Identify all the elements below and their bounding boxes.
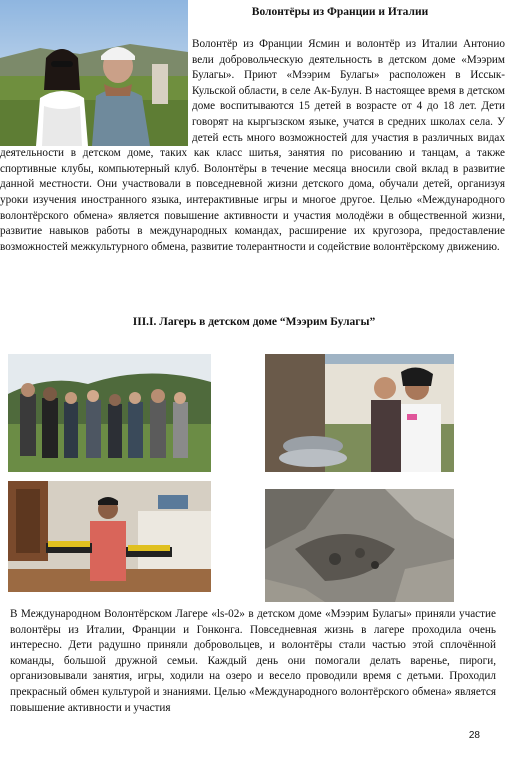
section-heading: III.I. Лагерь в детском доме “Мээрим Булагы” <box>132 316 376 328</box>
article-paragraph <box>0 37 505 299</box>
photo-wrap-spacer <box>0 37 192 146</box>
kitchen-volunteers-photo <box>265 354 454 472</box>
article-paragraph-text: Волонтёр из Франции Ясмин и волонтёр из Италии Антонио вели добровольческую деятельность в детском доме «Мээрим Булагы». Приют «Мээрим Булагы» расположен в Иссык-Кульской области, в селе Ак-Булун. В настоящее время в детском доме воспитываются 15 детей в возрасте от 4 до 18 лет. Дети говорят на кыргызском языке, учатся в средних школах села. У детей есть много возможностей для участия в различных видах деятельности в детском доме, таких как класс шитья, занятия по рисованию и танцам, а также спортивные клубы, компьютерный клуб. Волонтёры в течение месяца вносили свой вклад в развитие данной местности. Они участвовали в повседневной жизни детского дома, обучали детей, организуя уроки изучения иностранного языка, интерактивные игры и многое другое. Целью «Международного волонтёрского обмена» является повышение активности и участия молодёжи в общественной жизни, развитие навыков работы в международных командах, расширение их кругозора, предоставление возможностей межкультурного обмена, развитие толерантности и содействие волонтёрскому движению. <box>0 38 505 253</box>
group-photo <box>8 354 211 472</box>
camp-paragraph: В Международном Волонтёрском Лагере «ls-02» в детском доме «Мээрим Булагы» приняли участие волонтёры из Италии, Франции и Гонконга. Повседневная жизнь в лагере проходила очень интересно. Дети радушно приняли добровольцев, и волонтёры стали частью этой сплочённой команды, большой дружной семьи. Каждый день они помогали делать варенье, пироги, организовывали занятия, игры, ходили на озеро и весело проводили время с детьми. Проходил прекрасный обмен культурой и знаниями. Целью «Международного волонтёрского обмена» является повышение активности и участия <box>10 608 496 714</box>
page-number: 28 <box>468 730 480 741</box>
article-title: Волонтёры из Франции и Италии <box>251 6 429 18</box>
jam-making-photo <box>8 481 211 592</box>
rock-ground-photo <box>265 489 454 602</box>
